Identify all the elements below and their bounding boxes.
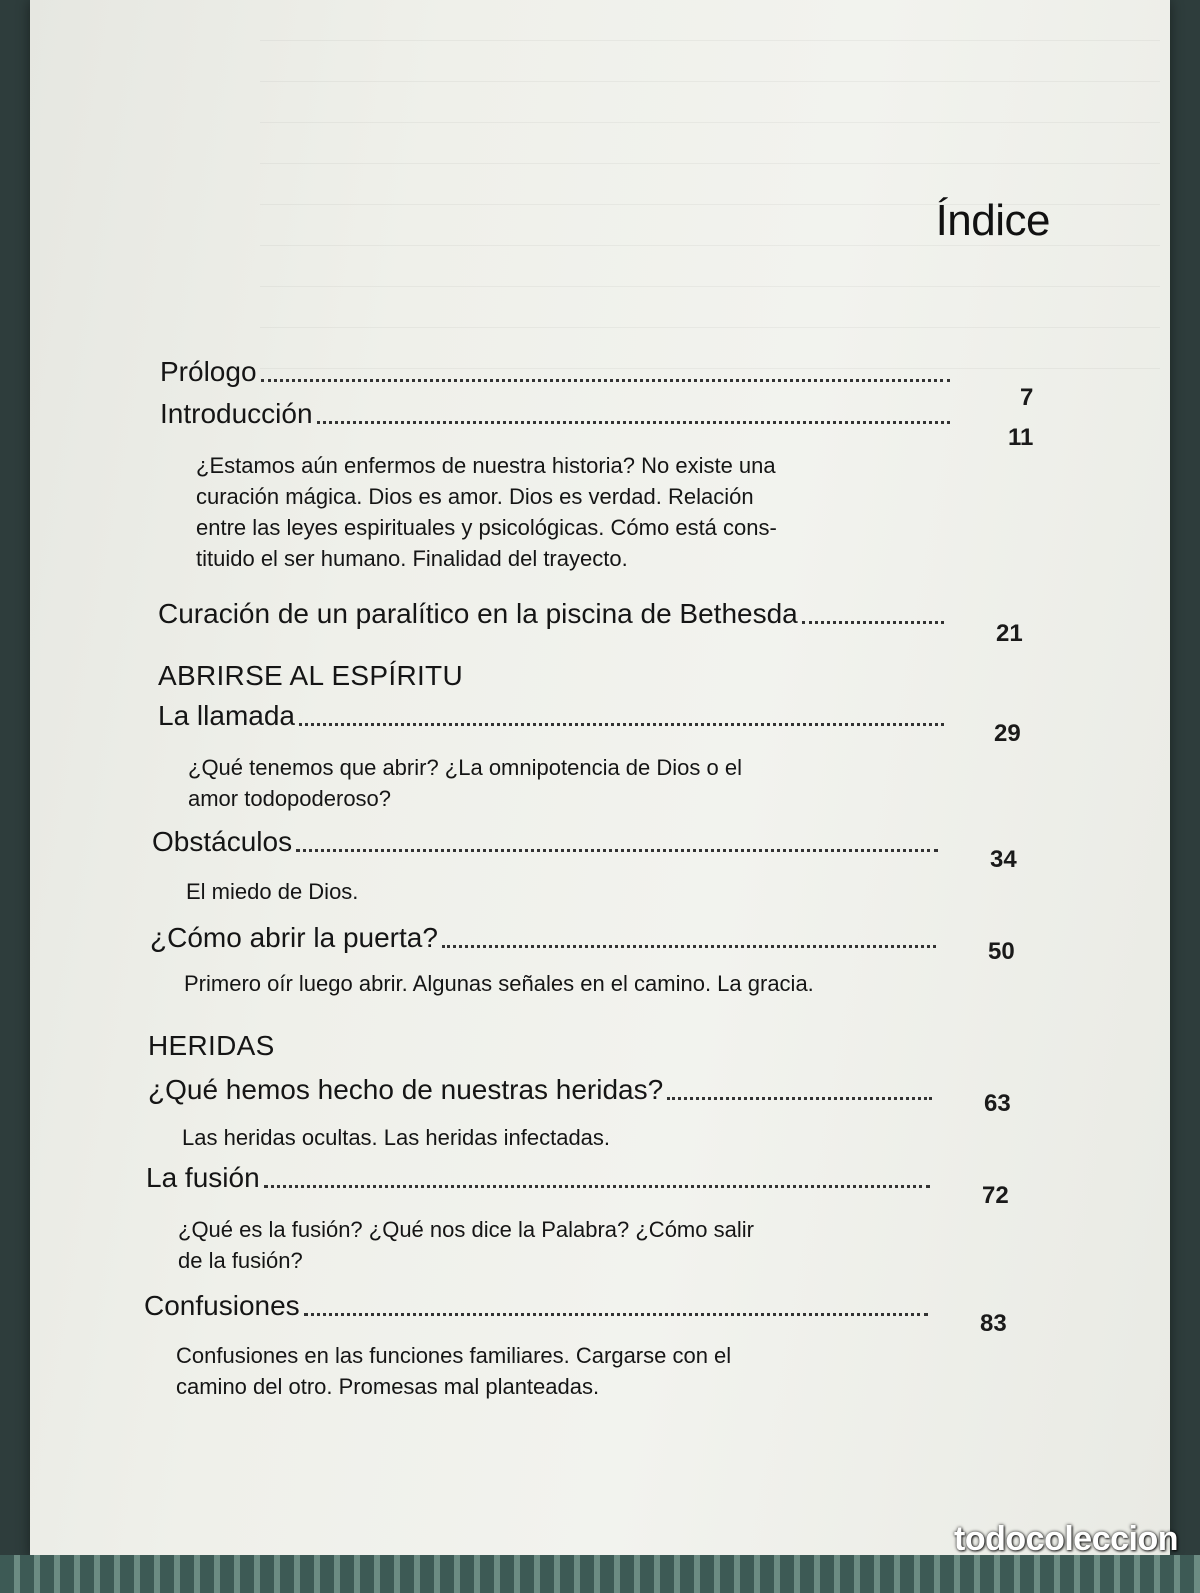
dot-leader: [442, 944, 936, 948]
toc-entry: [152, 826, 938, 858]
page-number: 63: [984, 1090, 1011, 1117]
entry-description: [188, 752, 948, 814]
page-number: 21: [996, 620, 1023, 647]
description-line: camino del otro. Promesas mal planteadas.: [176, 1374, 600, 1399]
toc-entry: [146, 1162, 930, 1194]
entry-description: [176, 1340, 946, 1402]
description-line: Primero oír luego abrir. Algunas señales en el camino. La gracia.: [184, 971, 814, 996]
dot-leader: [296, 848, 938, 852]
dot-leader: [299, 722, 944, 726]
entry-label: Curación de un paralítico en la piscina de Bethesda: [158, 598, 798, 629]
dot-leader: [304, 1312, 928, 1316]
dot-leader: [264, 1184, 930, 1188]
description-line: El miedo de Dios.: [186, 879, 359, 904]
dot-leader: [261, 378, 950, 382]
toc-entry: [148, 1074, 932, 1106]
description-line: amor todopoderoso?: [188, 786, 392, 811]
bleed-through-text: [260, 0, 1160, 360]
dot-leader: [802, 620, 944, 624]
page-number: 83: [980, 1310, 1007, 1337]
description-line: Las heridas ocultas. Las heridas infectadas.: [182, 1125, 611, 1150]
page-number: 50: [988, 938, 1015, 965]
entry-description: [182, 1122, 942, 1153]
entry-description: [196, 450, 956, 574]
description-line: tituido el ser humano. Finalidad del trayecto.: [196, 546, 628, 571]
description-line: de la fusión?: [178, 1248, 303, 1273]
site-watermark: todocoleccion: [954, 1520, 1178, 1558]
section-heading: HERIDAS: [148, 1030, 275, 1061]
entry-label: ¿Qué hemos hecho de nuestras heridas?: [148, 1074, 664, 1105]
toc-entry: [144, 1290, 928, 1322]
toc-entry: [160, 356, 950, 388]
page-number: 7: [1020, 384, 1034, 411]
background-fabric: [0, 1555, 1200, 1593]
entry-label: Prólogo: [160, 356, 257, 387]
section-heading: ABRIRSE AL ESPÍRITU: [158, 660, 463, 691]
entry-description: [186, 876, 946, 907]
page-number: 29: [994, 720, 1021, 747]
toc-entry: [150, 922, 936, 954]
entry-description: [178, 1214, 938, 1276]
page-number: 72: [982, 1182, 1009, 1209]
dot-leader: [317, 420, 950, 424]
dot-leader: [667, 1096, 932, 1100]
entry-description: [184, 968, 964, 999]
index-title: Índice: [935, 196, 1050, 245]
entry-label: Obstáculos: [152, 826, 293, 857]
description-line: curación mágica. Dios es amor. Dios es verdad. Relación: [196, 484, 754, 509]
entry-label: ¿Cómo abrir la puerta?: [150, 922, 438, 953]
entry-label: La fusión: [146, 1162, 260, 1193]
page-number: 34: [990, 846, 1017, 873]
description-line: ¿Qué tenemos que abrir? ¿La omnipotencia de Dios o el: [188, 755, 742, 780]
entry-label: La llamada: [158, 700, 295, 731]
page-number: 11: [1008, 424, 1034, 451]
toc-entry: [158, 700, 944, 732]
description-line: ¿Estamos aún enfermos de nuestra historia? No existe una: [196, 453, 776, 478]
description-line: ¿Qué es la fusión? ¿Qué nos dice la Palabra? ¿Cómo salir: [178, 1217, 754, 1242]
description-line: Confusiones en las funciones familiares. Cargarse con el: [176, 1343, 732, 1368]
description-line: entre las leyes espirituales y psicológicas. Cómo está cons-: [196, 515, 777, 540]
toc-entry: [158, 598, 944, 630]
toc-entry: [160, 398, 950, 430]
entry-label: Introducción: [160, 398, 313, 429]
entry-label: Confusiones: [144, 1290, 300, 1321]
